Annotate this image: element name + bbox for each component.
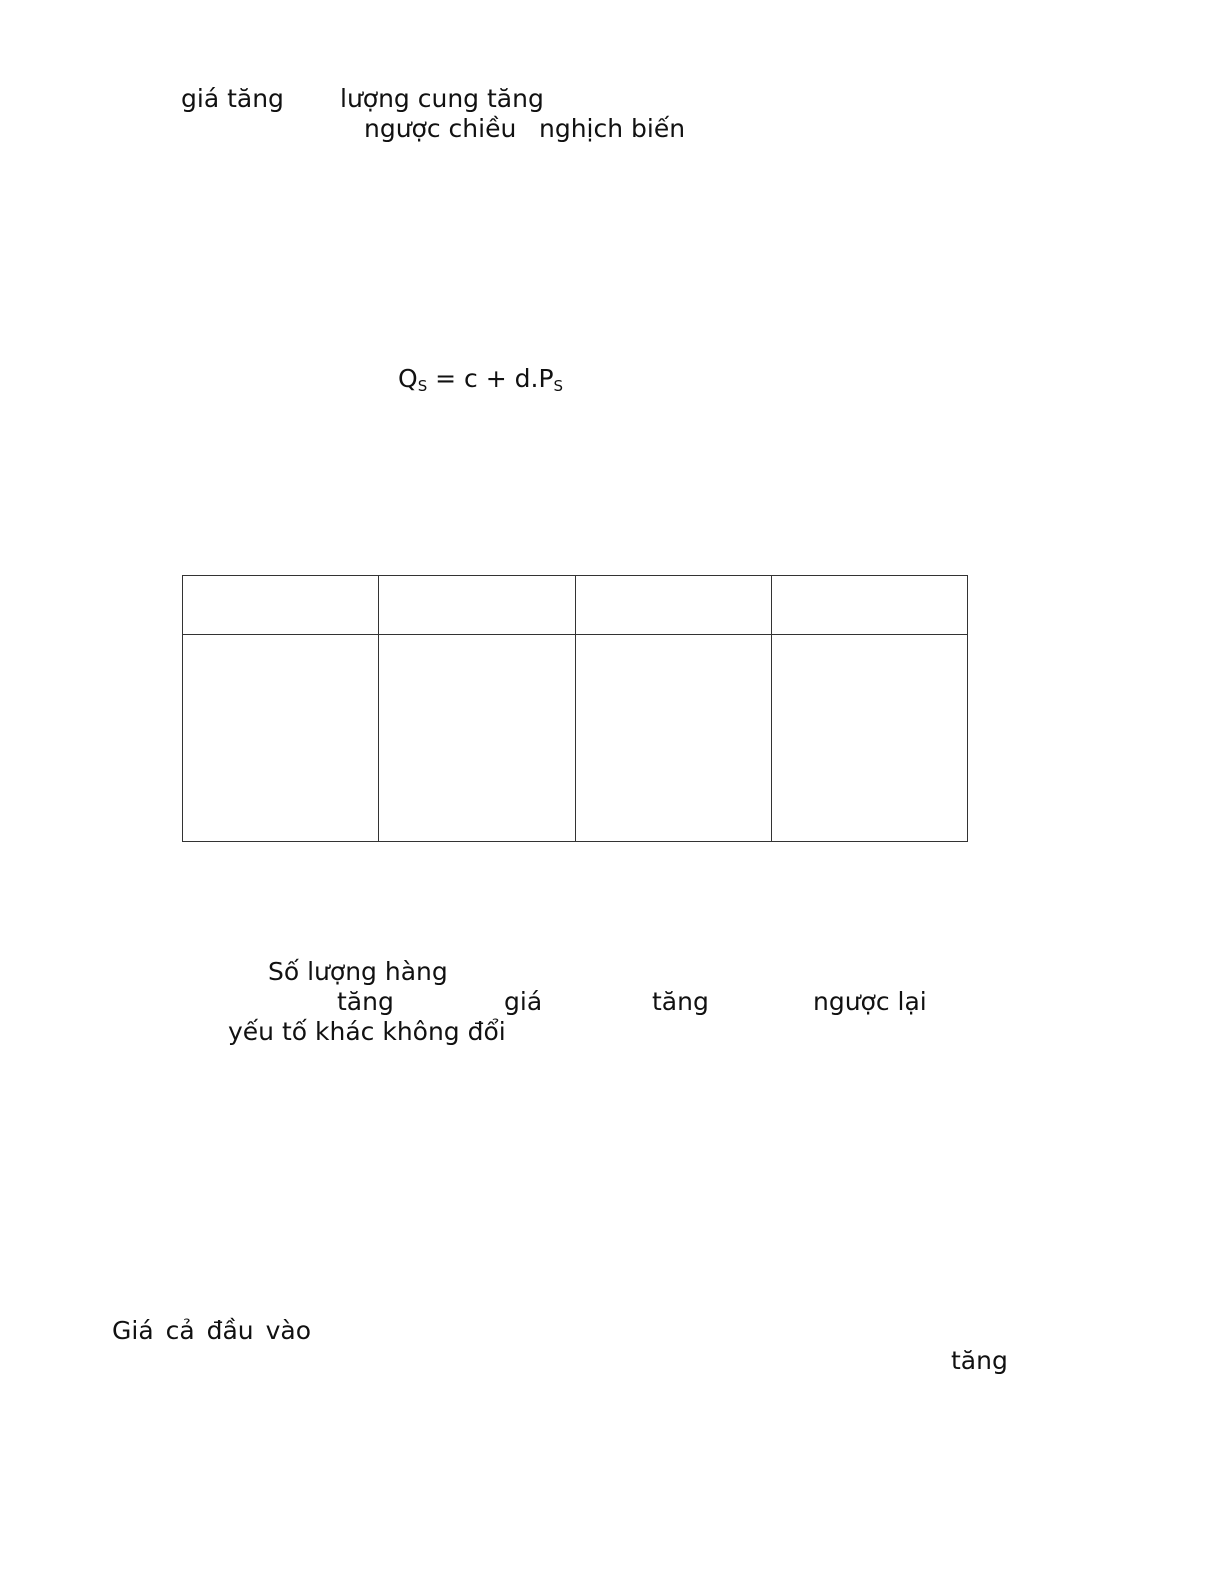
table-cell [575,635,771,842]
text-tang-1: tăng [337,987,394,1016]
formula-p-subscript: S [553,377,564,395]
formula-middle: = c + d.P [427,364,554,393]
text-so-luong-hang: Số lượng hàng [268,957,448,986]
table-header-cell [575,576,771,635]
table-cell [183,635,379,842]
text-tang-bottom: tăng [951,1346,1008,1375]
text-nguoc-lai: ngược lại [813,987,927,1016]
table-header-cell [183,576,379,635]
table-row [183,635,968,842]
text-nghich-bien: nghịch biến [539,114,686,143]
formula-q-subscript: S [417,377,428,395]
formula-q: Q [398,364,418,393]
supply-formula [398,364,563,401]
text-gia-tang: giá tăng [181,84,284,113]
text-gia-ca-dau-vao: Giá cả đầu vào [112,1316,311,1345]
text-yeu-to-khac: yếu tố khác không đổi [228,1017,506,1046]
text-tang-2: tăng [652,987,709,1016]
text-luong-cung-tang: lượng cung tăng [340,84,544,113]
text-gia: giá [504,987,543,1016]
table-cell [771,635,967,842]
table-cell [379,635,575,842]
supply-table [182,575,968,842]
table-header-cell [771,576,967,635]
table-header-cell [379,576,575,635]
text-nguoc-chieu: ngược chiều [364,114,517,143]
table-header-row [183,576,968,635]
